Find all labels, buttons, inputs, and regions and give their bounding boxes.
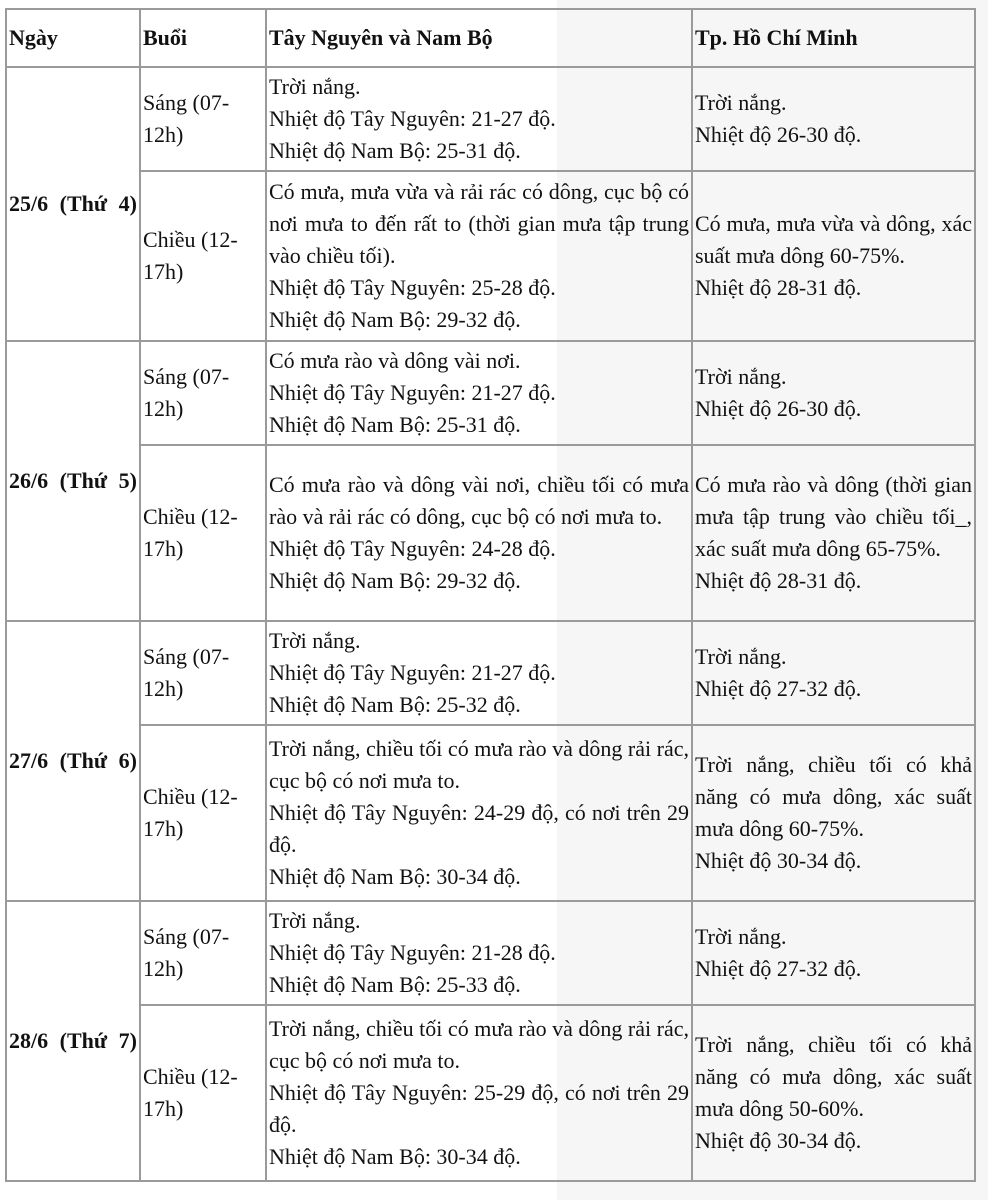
table-row: [6, 901, 975, 1005]
hcm-forecast-cell: [692, 901, 975, 1005]
weather-forecast-table: [5, 8, 976, 1182]
forecast-line: Nhiệt độ Tây Nguyên: 21-28 độ.: [269, 940, 556, 965]
region-forecast-cell: [266, 445, 692, 621]
forecast-line: Trời nắng, chiều tối có mưa rào và dông rải rác, cục bộ có nơi mưa to.: [269, 736, 689, 793]
forecast-line: Trời nắng, chiều tối có khả năng có mưa dông, xác suất mưa dông 60-75%.: [695, 752, 972, 841]
region-forecast-cell: [266, 341, 692, 445]
table-row: [6, 1005, 975, 1181]
header-region: Tây Nguyên và Nam Bộ: [266, 9, 692, 67]
forecast-line: Nhiệt độ Nam Bộ: 29-32 độ.: [269, 568, 521, 593]
forecast-line: Có mưa, mưa vừa và rải rác có dông, cục bộ có nơi mưa to đến rất to (thời gian mưa tập trung vào chiều tối).: [269, 179, 689, 268]
hcm-forecast-cell: [692, 725, 975, 901]
forecast-line: Nhiệt độ 30-34 độ.: [695, 848, 862, 873]
forecast-line: Nhiệt độ Nam Bộ: 30-34 độ.: [269, 864, 521, 889]
table-row: [6, 171, 975, 341]
forecast-line: Nhiệt độ Tây Nguyên: 24-28 độ.: [269, 536, 556, 561]
forecast-line: Trời nắng.: [269, 74, 361, 99]
forecast-line: Nhiệt độ Tây Nguyên: 25-28 độ.: [269, 275, 556, 300]
forecast-line: Có mưa rào và dông vài nơi, chiều tối có mưa rào và rải rác có dông, cục bộ có nơi mưa to.: [269, 472, 689, 529]
day-cell: 28/6 (Thứ 7): [6, 901, 140, 1181]
forecast-line: Nhiệt độ Nam Bộ: 29-32 độ.: [269, 307, 521, 332]
forecast-line: Có mưa, mưa vừa và dông, xác suất mưa dông 60-75%.: [695, 211, 972, 268]
session-cell: Chiều (12-17h): [140, 1005, 266, 1181]
forecast-line: Nhiệt độ 26-30 độ.: [695, 122, 862, 147]
forecast-line: Nhiệt độ 30-34 độ.: [695, 1128, 862, 1153]
forecast-line: Nhiệt độ 28-31 độ.: [695, 568, 862, 593]
forecast-line: Trời nắng.: [695, 644, 787, 669]
region-forecast-cell: [266, 901, 692, 1005]
table-row: [6, 621, 975, 725]
forecast-line: Trời nắng, chiều tối có mưa rào và dông rải rác, cục bộ có nơi mưa to.: [269, 1016, 689, 1073]
forecast-line: Nhiệt độ Tây Nguyên: 21-27 độ.: [269, 380, 556, 405]
session-cell: Chiều (12-17h): [140, 171, 266, 341]
session-cell: Chiều (12-17h): [140, 725, 266, 901]
day-cell: 25/6 (Thứ 4): [6, 67, 140, 341]
table-row: [6, 341, 975, 445]
forecast-line: Trời nắng.: [695, 90, 787, 115]
session-cell: Sáng (07-12h): [140, 67, 266, 171]
region-forecast-cell: [266, 725, 692, 901]
forecast-line: Nhiệt độ 27-32 độ.: [695, 676, 862, 701]
forecast-line: Nhiệt độ Tây Nguyên: 24-29 độ, có nơi trên 29 độ.: [269, 800, 689, 857]
session-cell: Sáng (07-12h): [140, 621, 266, 725]
forecast-line: Có mưa rào và dông (thời gian mưa tập trung vào chiều tối_, xác suất mưa dông 65-75%.: [695, 472, 972, 561]
session-cell: Sáng (07-12h): [140, 901, 266, 1005]
forecast-line: Nhiệt độ Tây Nguyên: 25-29 độ, có nơi trên 29 độ.: [269, 1080, 689, 1137]
hcm-forecast-cell: [692, 67, 975, 171]
hcm-forecast-cell: [692, 621, 975, 725]
region-forecast-cell: [266, 621, 692, 725]
forecast-line: Nhiệt độ Nam Bộ: 25-31 độ.: [269, 412, 521, 437]
table-row: [6, 725, 975, 901]
forecast-line: Nhiệt độ Nam Bộ: 30-34 độ.: [269, 1144, 521, 1169]
forecast-line: Trời nắng.: [269, 908, 361, 933]
header-day: Ngày: [6, 9, 140, 67]
region-forecast-cell: [266, 171, 692, 341]
header-row: [6, 9, 975, 67]
hcm-forecast-cell: [692, 445, 975, 621]
region-forecast-cell: [266, 67, 692, 171]
hcm-forecast-cell: [692, 171, 975, 341]
forecast-line: Nhiệt độ Tây Nguyên: 21-27 độ.: [269, 660, 556, 685]
table-row: [6, 67, 975, 171]
region-forecast-cell: [266, 1005, 692, 1181]
forecast-line: Nhiệt độ 27-32 độ.: [695, 956, 862, 981]
session-cell: Sáng (07-12h): [140, 341, 266, 445]
hcm-forecast-cell: [692, 341, 975, 445]
forecast-line: Nhiệt độ 26-30 độ.: [695, 396, 862, 421]
forecast-line: Có mưa rào và dông vài nơi.: [269, 348, 521, 373]
forecast-line: Nhiệt độ Nam Bộ: 25-32 độ.: [269, 692, 521, 717]
day-cell: 27/6 (Thứ 6): [6, 621, 140, 901]
forecast-line: Nhiệt độ Tây Nguyên: 21-27 độ.: [269, 106, 556, 131]
forecast-line: Trời nắng.: [269, 628, 361, 653]
session-cell: Chiều (12-17h): [140, 445, 266, 621]
header-hcm: Tp. Hồ Chí Minh: [692, 9, 975, 67]
hcm-forecast-cell: [692, 1005, 975, 1181]
day-cell: 26/6 (Thứ 5): [6, 341, 140, 621]
forecast-line: Trời nắng.: [695, 364, 787, 389]
forecast-line: Trời nắng.: [695, 924, 787, 949]
header-session: Buổi: [140, 9, 266, 67]
table-row: [6, 445, 975, 621]
forecast-line: Trời nắng, chiều tối có khả năng có mưa dông, xác suất mưa dông 50-60%.: [695, 1032, 972, 1121]
forecast-line: Nhiệt độ 28-31 độ.: [695, 275, 862, 300]
forecast-line: Nhiệt độ Nam Bộ: 25-31 độ.: [269, 138, 521, 163]
forecast-line: Nhiệt độ Nam Bộ: 25-33 độ.: [269, 972, 521, 997]
